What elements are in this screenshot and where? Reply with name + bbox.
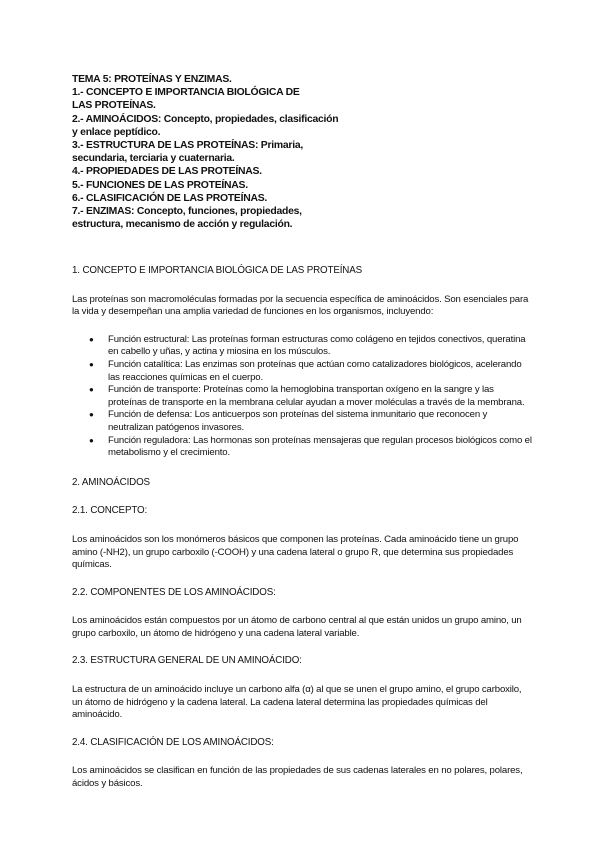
toc-line: y enlace peptídico. (72, 126, 161, 138)
list-item-text: Función estructural: Las proteínas forman estructuras como colágeno en tejidos conectivos, queratina en cabello y uñas, y actina y miosina en los músculos. (108, 333, 526, 358)
document-body (72, 265, 534, 806)
toc-line: 6.- CLASIFICACIÓN DE LAS PROTEÍNAS. (72, 192, 268, 204)
section-2-3-text: La estructura de un aminoácido incluye un carbono alfa (α) al que se unen el grupo amino, el grupo carboxilo, un átomo de hidrógeno y la cadena lateral. La cadena lateral determina las propiedades químicas del aminoácido. (72, 684, 522, 721)
toc-line: LAS PROTEÍNAS. (72, 100, 156, 112)
toc-line: 2.- AMINOÁCIDOS: Concepto, propiedades, clasificación (72, 113, 339, 125)
bullet-icon: ● (89, 359, 94, 369)
list-item (72, 359, 534, 384)
section-2-2-text: Los aminoácidos están compuestos por un átomo de carbono central al que están unidos un grupo amino, un grupo carboxilo, un átomo de hidrógeno y una cadena lateral variable. (72, 615, 522, 639)
list-item (72, 409, 534, 434)
toc-line: secundaria, terciaria y cuaternaria. (72, 153, 235, 165)
section-2-2-heading: 2.2. COMPONENTES DE LOS AMINOÁCIDOS: (72, 586, 276, 598)
bullet-icon: ● (89, 410, 94, 420)
section-2-heading: 2. AMINOÁCIDOS (72, 476, 150, 488)
list-item (72, 334, 534, 359)
toc-line: 5.- FUNCIONES DE LAS PROTEÍNAS. (72, 179, 248, 191)
bullet-icon: ● (89, 334, 94, 344)
section-2-4-text: Los aminoácidos se clasifican en función de las propiedades de sus cadenas laterales en no polares, polares, ácidos y básicos. (72, 765, 523, 790)
bullet-icon: ● (89, 385, 94, 395)
toc-line: 7.- ENZIMAS: Concepto, funciones, propiedades, (72, 206, 302, 218)
list-item (72, 435, 534, 460)
bullet-icon: ● (89, 435, 94, 445)
toc-line: 4.- PROPIEDADES DE LAS PROTEÍNAS. (72, 166, 262, 178)
list-item-text: Función de defensa: Los anticuerpos son proteínas del sistema inmunitario que reconocen y neutralizan patógenos invasores. (108, 409, 488, 433)
list-item-text: Función de transporte: Proteínas como la hemoglobina transportan oxígeno en la sangre y las proteínas de transporte en la membrana celular ayudan a mover moléculas a través de la membrana. (108, 384, 525, 408)
section-2-1-heading: 2.1. CONCEPTO: (72, 505, 148, 517)
list-item (72, 384, 534, 409)
toc-line: estructura, mecanismo de acción y regulación. (72, 219, 293, 231)
section-1-intro: Las proteínas son macromoléculas formadas por la secuencia específica de aminoácidos. Son esenciales para la vida y desempeñan una amplia variedad de funciones en los organismos, incluyendo: (72, 293, 529, 318)
table-of-contents (72, 73, 362, 231)
list-item-text: Función reguladora: Las hormonas son proteínas mensajeras que regulan procesos biológicos como el metabolismo y el crecimiento. (108, 434, 532, 459)
section-2-1-text: Los aminoácidos son los monómeros básicos que componen las proteínas. Cada aminoácido tiene un grupo amino (-NH2), un grupo carboxilo (-COOH) y una cadena lateral o grupo R, que determina sus propiedades químicas. (72, 533, 519, 571)
functions-list (72, 334, 534, 460)
section-1-heading: 1. CONCEPTO E IMPORTANCIA BIOLÓGICA DE LAS PROTEÍNAS (72, 265, 362, 276)
section-2-3-heading: 2.3. ESTRUCTURA GENERAL DE UN AMINOÁCIDO: (72, 655, 302, 667)
list-item-text: Función catalítica: Las enzimas son proteínas que actúan como catalizadores biológicos, acelerando las reacciones químicas en el cuerpo. (108, 358, 522, 383)
toc-line: 3.- ESTRUCTURA DE LAS PROTEÍNAS: Primaria, (72, 140, 304, 152)
toc-title: TEMA 5: PROTEÍNAS Y ENZIMAS. (72, 74, 232, 85)
section-2-4-heading: 2.4. CLASIFICACIÓN DE LOS AMINOÁCIDOS: (72, 736, 274, 748)
toc-line: 1.- CONCEPTO E IMPORTANCIA BIOLÓGICA DE (72, 87, 300, 99)
